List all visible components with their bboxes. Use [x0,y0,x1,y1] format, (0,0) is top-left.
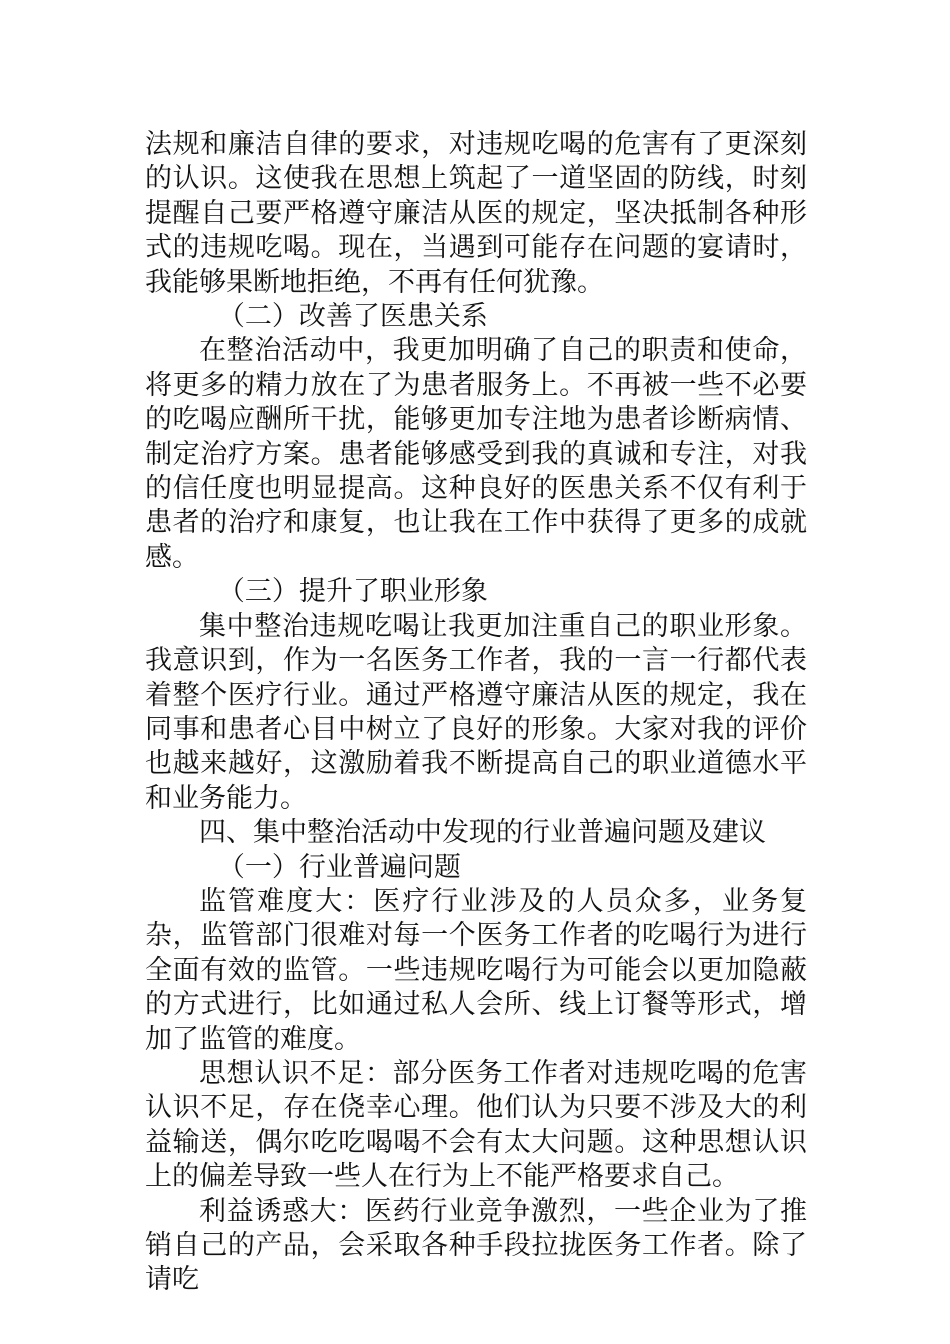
document-body [145,128,807,1298]
paragraph: 思想认识不足：部分医务工作者对违规吃喝的危害认识不足，存在侥幸心理。他们认为只要不涉及大的利益输送，偶尔吃吃喝喝不会有太大问题。这种思想认识上的偏差导致一些人在行为上不能严格要求自己。 [145,1057,807,1193]
paragraph: 在整治活动中，我更加明确了自己的职责和使命，将更多的精力放在了为患者服务上。不再被一些不必要的吃喝应酬所干扰，能够更加专注地为患者诊断病情、制定治疗方案。患者能够感受到我的真诚和专注，对我的信任度也明显提高。这种良好的医患关系不仅有利于患者的治疗和康复，也让我在工作中获得了更多的成就感。 [145,335,807,573]
paragraph: 集中整治违规吃喝让我更加注重自己的职业形象。我意识到，作为一名医务工作者，我的一言一行都代表着整个医疗行业。通过严格遵守廉洁从医的规定，我在同事和患者心目中树立了良好的形象。大家对我的评价也越来越好，这激励着我不断提高自己的职业道德水平和业务能力。 [145,610,807,814]
paragraph: 利益诱惑大：医药行业竞争激烈，一些企业为了推销自己的产品，会采取各种手段拉拢医务工作者。除了请吃 [145,1195,807,1296]
subheading-improved-doctor-patient-relations [145,300,807,334]
paragraph-continued: 法规和廉洁自律的要求，对违规吃喝的危害有了更深刻的认识。这使我在思想上筑起了一道坚固的防线，时刻提醒自己要严格遵守廉洁从医的规定，坚决抵制各种形式的违规吃喝。现在，当遇到可能存在问题的宴请时，我能够果断地拒绝，不再有任何犹豫。 [145,129,807,298]
subheading-text: （三）提升了职业形象 [217,576,488,608]
paragraph: 监管难度大：医疗行业涉及的人员众多，业务复杂，监管部门很难对每一个医务工作者的吃喝行为进行全面有效的监管。一些违规吃喝行为可能会以更加隐蔽的方式进行，比如通过私人会所、线上订餐等形式，增加了监管的难度。 [145,885,807,1055]
section-heading: 四、集中整治活动中发现的行业普遍问题及建议 [199,817,766,849]
subheading-text: （二）改善了医患关系 [217,301,488,333]
subheading-text: （一）行业普遍问题 [217,851,461,883]
subheading-professional-image [145,575,807,609]
subheading-industry-problems [145,851,807,885]
